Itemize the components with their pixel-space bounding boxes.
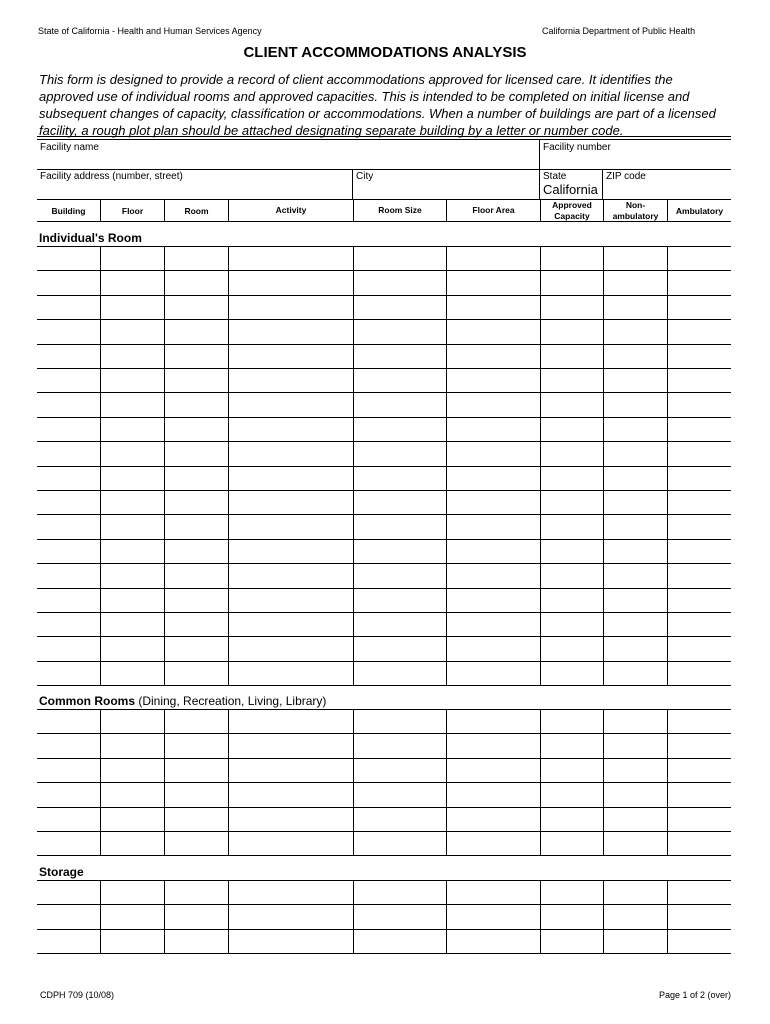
section-individual-room: Individual's Room [39,231,142,245]
department-header: California Department of Public Health [542,26,696,36]
table-row-line [37,539,731,540]
table-row-line [37,929,731,930]
table-column-line [446,246,447,685]
table-row-line [37,831,731,832]
storage-grid[interactable] [37,880,731,954]
table-row-line [37,368,731,369]
table-column-line [353,709,354,855]
table-row-line [37,904,731,905]
table-column-line [100,880,101,953]
table-row-line [37,855,731,856]
divider [667,199,668,221]
table-column-line [446,709,447,855]
table-column-line [228,246,229,685]
table-column-line [667,880,668,953]
table-row-line [37,441,731,442]
table-row-line [37,880,731,881]
top-rule [37,136,731,137]
state-value[interactable]: California [543,182,598,197]
table-column-line [540,246,541,685]
table-column-line [667,709,668,855]
table-row-line [37,636,731,637]
divider [228,199,229,221]
table-row-line [37,466,731,467]
table-row-line [37,807,731,808]
common-rooms-grid[interactable] [37,709,731,856]
column-header-room-size: Room Size [378,205,422,215]
approved-line-2: Capacity [554,211,590,221]
divider [540,199,541,221]
table-row-line [37,733,731,734]
facility-name-label: Facility name [40,142,99,153]
table-row-line [37,270,731,271]
facility-address-field[interactable] [37,182,351,198]
table-row-line [37,344,731,345]
facility-number-field[interactable] [540,152,730,168]
divider [353,199,354,221]
common-rooms-title: Common Rooms [39,694,135,708]
table-row-line [37,758,731,759]
rule [37,221,731,222]
table-column-line [100,709,101,855]
table-row-line [37,514,731,515]
table-row-line [37,246,731,247]
section-common-rooms [39,694,326,708]
table-column-line [164,246,165,685]
table-row-line [37,417,731,418]
table-column-line [100,246,101,685]
divider [539,169,540,199]
facility-address-label: Facility address (number, street) [40,171,183,182]
state-label: State [543,171,567,182]
divider [100,199,101,221]
table-column-line [540,880,541,953]
table-column-line [228,709,229,855]
table-column-line [446,880,447,953]
facility-number-label: Facility number [543,142,611,153]
table-column-line [667,246,668,685]
city-label: City [356,171,374,182]
column-header-floor-area: Floor Area [472,205,515,215]
table-column-line [353,246,354,685]
table-row-line [37,685,731,686]
table-column-line [603,246,604,685]
table-row-line [37,490,731,491]
divider [603,199,604,221]
divider [446,199,447,221]
column-header-ambulatory: Ambulatory [675,206,724,216]
table-row-line [37,661,731,662]
form-title: CLIENT ACCOMMODATIONS ANALYSIS [243,44,527,61]
facility-name-field[interactable] [37,152,538,168]
agency-header: State of California - Health and Human Services Agency [38,26,262,36]
zip-field[interactable] [603,182,730,198]
column-header-room: Room [184,206,209,216]
column-header-nonambulatory [604,200,667,222]
table-column-line [353,880,354,953]
column-header-activity: Activity [275,205,307,215]
nonamb-line-1: Non- [625,200,646,210]
table-row-line [37,295,731,296]
city-field[interactable] [353,182,538,198]
top-rule-2 [37,139,731,140]
common-rooms-subtitle: (Dining, Recreation, Living, Library) [138,694,327,708]
column-header-floor: Floor [121,206,144,216]
table-column-line [228,880,229,953]
divider [164,199,165,221]
table-column-line [603,709,604,855]
form-instructions: This form is designed to provide a record of client accommodations approved for licensed care. It identifies the approved use of individual rooms and approved capacities. This is intended to be completed on initial license and subsequent changes of capacity, classification or accommodations. When a number of buildings are part of a licensed facility, a rough plot plan should be attached designating separate building by a letter or number code. [39,72,716,138]
page-number: Page 1 of 2 (over) [659,990,732,1000]
column-header-approved-capacity [541,200,603,222]
table-column-line [540,709,541,855]
table-row-line [37,782,731,783]
table-row-line [37,612,731,613]
table-row-line [37,709,731,710]
table-column-line [164,709,165,855]
table-row-line [37,588,731,589]
form-id: CDPH 709 (10/08) [40,990,115,1000]
nonamb-line-2: ambulatory [612,211,659,221]
individual-room-grid[interactable] [37,246,731,685]
zip-label: ZIP code [606,171,646,182]
table-column-line [603,880,604,953]
approved-line-1: Approved [552,200,592,210]
table-row-line [37,953,731,954]
column-header-building: Building [51,206,86,216]
table-row-line [37,563,731,564]
table-row-line [37,319,731,320]
table-row-line [37,392,731,393]
section-storage: Storage [39,865,84,879]
rule [37,169,731,170]
table-column-line [164,880,165,953]
